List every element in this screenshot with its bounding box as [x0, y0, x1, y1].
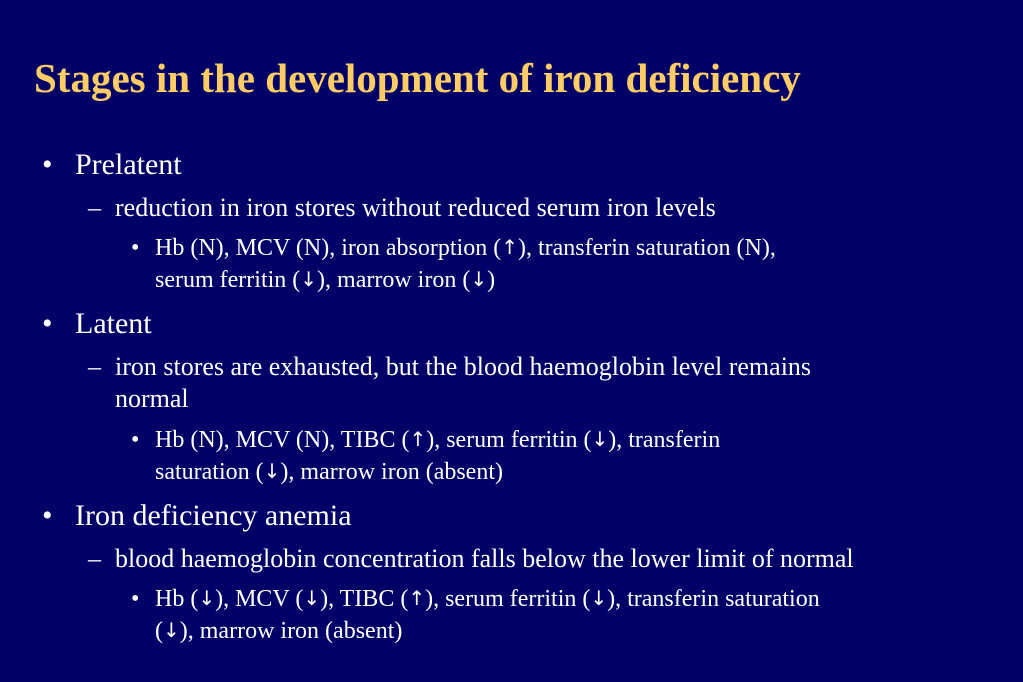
- stage-findings-line: serum ferritin (↓), marrow iron (↓): [155, 267, 496, 293]
- small-bullet-marker: •: [131, 586, 140, 612]
- stage-findings-line: saturation (↓), marrow iron (absent): [155, 459, 503, 485]
- stage-findings-line: Hb (N), MCV (N), iron absorption (↑), transferin saturation (N),: [155, 235, 776, 261]
- arrow-down-icon: ↓: [590, 586, 608, 610]
- dash-marker: –: [88, 193, 101, 222]
- arrow-down-icon: ↓: [300, 267, 318, 291]
- small-bullet-marker: •: [131, 235, 140, 261]
- arrow-up-icon: ↑: [501, 235, 518, 259]
- stage-label-prelatent: Prelatent: [75, 148, 182, 181]
- bullet-marker: •: [42, 499, 53, 532]
- bullet-marker: •: [42, 307, 53, 340]
- slide-title: Stages in the development of iron deficiency: [34, 55, 801, 101]
- arrow-down-icon: ↓: [163, 618, 180, 642]
- stage-label-anemia: Iron deficiency anemia: [75, 499, 352, 532]
- dash-marker: –: [88, 544, 101, 573]
- stage-description-line: blood haemoglobin concentration falls below the lower limit of normal: [115, 544, 854, 573]
- arrow-down-icon: ↓: [470, 267, 488, 291]
- stage-findings-line: Hb (↓), MCV (↓), TIBC (↑), serum ferritin (↓), transferin saturation: [155, 586, 820, 612]
- stage-findings-line: (↓), marrow iron (absent): [155, 618, 403, 644]
- arrow-up-icon: ↑: [408, 586, 426, 610]
- arrow-down-icon: ↓: [591, 427, 609, 451]
- small-bullet-marker: •: [131, 427, 140, 453]
- stage-findings-line: Hb (N), MCV (N), TIBC (↑), serum ferritin (↓), transferin: [155, 427, 721, 453]
- stage-label-latent: Latent: [75, 307, 152, 340]
- arrow-up-icon: ↑: [409, 427, 427, 451]
- arrow-down-icon: ↓: [263, 459, 281, 483]
- dash-marker: –: [88, 352, 101, 381]
- stage-description-line: normal: [115, 384, 189, 413]
- arrow-down-icon: ↓: [198, 586, 216, 610]
- bullet-marker: •: [42, 148, 53, 181]
- stage-description-line: iron stores are exhausted, but the blood haemoglobin level remains: [115, 352, 812, 381]
- stage-description-line: reduction in iron stores without reduced serum iron levels: [115, 193, 716, 222]
- arrow-down-icon: ↓: [303, 586, 321, 610]
